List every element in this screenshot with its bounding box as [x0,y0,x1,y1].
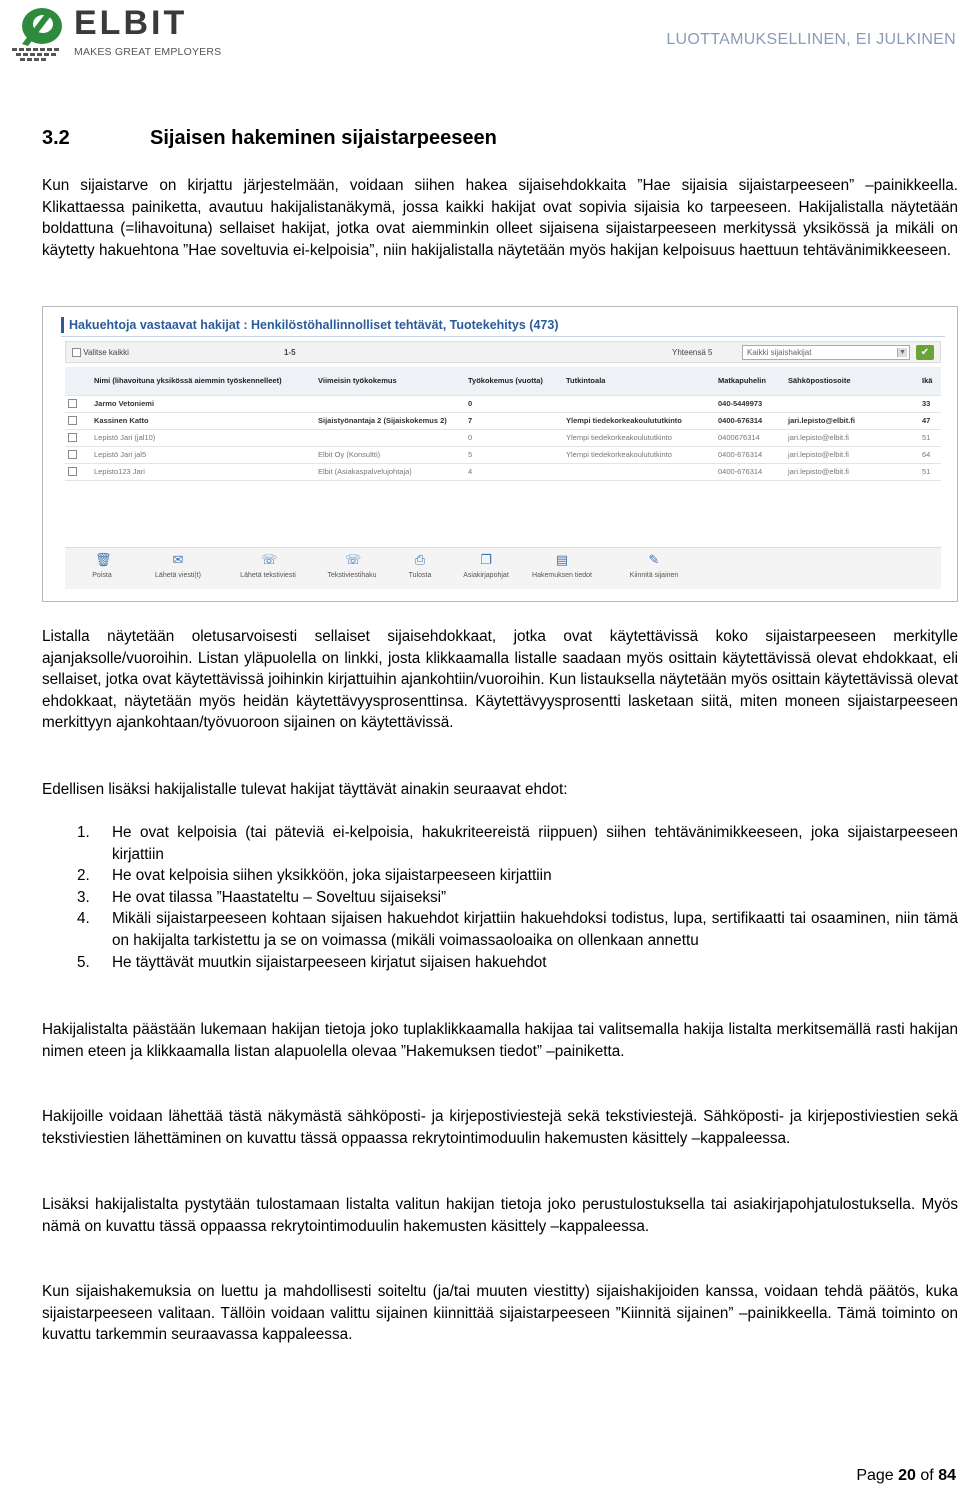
section-heading [42,127,497,150]
table-row[interactable]: Kassinen Katto Sijaistyönantaja 2 (Sijaiskokemus 2) 7 Ylempi tiedekorkeakoulututkinto 0400-676314 jari.lepisto@elbit.fi 47 [65,412,941,429]
application-info-button[interactable]: ▤ Hakemuksen tiedot [532,552,592,579]
paragraph-availability: Listalla näytetään oletusarvoisesti sellaiset sijaisehdokkaat, jotka ovat käytettävissä koko sijaistarpeeseen merkitylle ajanjaksolle/vuoroihin. Listan yläpuolella on linkki, josta klikkaamalla listalle saadaan myös osittain käytettävissä olevat ehdokkaat, eli sellaiset, jotka ovat käytettävissä joihinkin kirjattuihin ajankohtiin/vuoroihin. Kun listauksella näytetään myös osittain käytettävissä olevat ehdokkaat, näytetään myös heidän käytettävyysprosenttinsa. Käytettävyysprosentti lasketaan siitä, miten moneen sijaistarpeeseen merkittyyn ajankohtaan/työvuoroon sijainen on käytettävissä. [42,628,958,732]
sms-icon: ☏ [261,552,278,567]
column-header[interactable]: Ikä [919,367,941,395]
print-icon: ⎙ [414,552,426,567]
section-number: 3.2 [42,127,70,149]
paragraph-conditions-intro: Edellisen lisäksi hakijalistalle tulevat hakijat täyttävät ainakin seuraavat ehdot: [42,781,568,798]
table-row[interactable]: Lepistö Jari (jal10) 0 Ylempi tiedekorkeakoulututkinto 0400676314 jari.lepisto@elbit.fi 51 [65,429,941,446]
screenshot-title: Hakuehtoja vastaavat hakijat : Henkilöstöhallinnolliset tehtävät, Tuotekehitys (473) [61,313,945,337]
select-all-label: Valitse kaikki [83,348,129,357]
application-info-icon: ▤ [555,552,569,567]
pin-icon: ✎ [648,552,660,567]
range-label: 1-5 [284,348,296,357]
pin-substitute-button[interactable]: ✎ Kiinnitä sijainen [629,552,679,579]
table-row[interactable]: Lepisto123 Jari Elbit (Asiakaspalvelujohtaja) 4 0400-676314 jari.lepisto@elbit.fi 51 [65,463,941,480]
table-header-row [65,367,941,395]
trash-icon: 🗑 [95,552,112,567]
print-button[interactable]: ⎙ Tulosta [408,552,432,579]
paragraph-messages: Hakijoille voidaan lähettää tästä näkymästä sähköposti- ja kirjepostiviestejä sekä tekstiviestejä. Sähköposti- ja kirjepostiviestien sekä tekstiviestien lähettäminen on kuvattu tässä oppaassa rekrytointimoduulin hakemusten käsittely –kappaleessa. [42,1108,958,1147]
list-item: 2. He ovat kelpoisia siihen yksikköön, joka sijaistarpeeseen kirjattiin [77,867,552,885]
select-all-checkbox[interactable] [72,348,81,357]
wrench-icon[interactable]: ✔ [916,345,934,360]
column-header[interactable]: Tutkintoala [563,367,715,395]
chevron-down-icon: ▼ [897,348,907,357]
sms-search-button[interactable]: ☏ Tekstiviestihaku [327,552,377,579]
paragraph-read-applicant: Hakijalistalta päästään lukemaan hakijan tietoja joko tuplaklikkaamalla hakijaa tai valitsemalla hakija listalta merkitsemällä rasti hakijan nimen eteen ja klikkaamalla listan alapuolella olevaa ”Hakemuksen tiedot” –painiketta. [42,1021,958,1060]
mail-icon: ✉ [172,552,184,567]
list-item: 1. He ovat kelpoisia (tai päteviä ei-kelpoisia, hakukriteereistä riippuen) siihen tehtävänimikkeeseen, joka sijaistarpeeseen kirjattiin [77,824,958,863]
send-sms-button[interactable]: ☏ Lähetä tekstiviesti [240,552,296,579]
delete-button[interactable]: 🗑 Poista [92,552,112,579]
row-checkbox[interactable] [68,433,77,442]
total-label: Yhteensä 5 [672,348,713,357]
elbit-logo [8,6,223,64]
list-item: 3. He ovat tilassa ”Haastateltu – Soveltuu sijaiseksi” [77,888,447,906]
table-row[interactable]: Lepistö Jari jal5 Elbit Oy (Konsultti) 5 Ylempi tiedekorkeakoulututkinto 0400-676314 jari.lepisto@elbit.fi 64 [65,446,941,463]
document-templates-button[interactable]: ❐ Asiakirjapohjat [463,552,509,579]
column-header[interactable]: Matkapuhelin [715,367,785,395]
column-header[interactable]: Nimi (lihavoituna yksikössä aiemmin työskennelleet) [91,367,315,395]
page-number: Page 20 of 84 [856,1467,956,1484]
table-row[interactable]: Jarmo Vetoniemi 0 040-5449973 33 [65,395,941,412]
send-message-button[interactable]: ✉ Lähetä viesti(t) [155,552,201,579]
applicant-list-screenshot [42,306,958,602]
column-header[interactable]: Työkokemus (vuotta) [465,367,563,395]
list-item: 4. Mikäli sijaistarpeeseen kohtaan sijaisen hakuehdot kirjattiin hakuehdoksi todistus, lupa, sertifikaatti tai osaaminen, niin tämä on hakijalta tarkistettu ja se on voimassa (mikäli voimassaoloaika on ollenkaan annettu [77,910,958,949]
confidentiality-label: LUOTTAMUKSELLINEN, EI JULKINEN [666,31,956,48]
logo-tagline: MAKES GREAT EMPLOYERS [74,46,222,58]
list-top-toolbar [65,341,941,363]
applicant-filter-select[interactable]: Kaikki sijaishakijat ▼ [742,345,910,360]
list-item: 5. He täyttävät muutkin sijaistarpeeseen kirjatut sijaisen hakuehdot [77,953,547,971]
documents-icon: ❐ [480,552,492,567]
paragraph-decision: Kun sijaishakemuksia on luettu ja mahdollisesti soiteltu (ja/tai muuten viestitty) sijaishakijoiden kanssa, voidaan tehdä päätös, kuka sijaistarpeeseen valitaan. Tällöin voidaan valittu sijainen kiinnittää sijaistarpeeseen ”Kiinnitä sijainen” –painikkeella. Tämä toiminto on kuvattu tarkemmin seuraavassa kappaleessa. [42,1283,958,1344]
column-header[interactable]: Viimeisin työkokemus [315,367,465,395]
paragraph-intro: Kun sijaistarve on kirjattu järjestelmään, voidaan siihen hakea sijaisehdokkaita ”Hae sijaisia sijaistarpeeseen” –painikkeella. Klikattaessa painiketta, avautuu hakijalistanäkymä, jossa kaikki hakijat ovat sopivia sijaisia ko tarpeeseen. Hakijalistalla näytetään boldattuna (=lihavoituna) sellaiset hakijat, jotka ovat aiemminkin olleet sijaisena sijaistarpeeseen merkityssä yksikössä ja mikäli on käytetty hakuehtona ”Hae soveltuvia ei-kelpoisia”, niin hakijalistalla näytetään myös hakijan kelpoisuus haettuun tehtävänimikkeeseen. [42,177,958,259]
row-checkbox[interactable] [68,399,77,408]
section-title: Sijaisen hakeminen sijaistarpeeseen [150,127,497,149]
logo-wordmark: ELBIT [74,4,188,42]
conditions-list [42,822,958,973]
column-header[interactable]: Sähköpostiosoite [785,367,919,395]
row-checkbox[interactable] [68,416,77,425]
list-bottom-toolbar [65,547,941,589]
paragraph-printing: Lisäksi hakijalistalta pystytään tulostamaan listalta valitun hakijan tietoja joko perustulostuksella tai asiakirjapohjatulostuksella. Myös nämä on kuvattu tässä oppaassa rekrytointimoduulin hakemusten käsittely –kappaleessa. [42,1196,958,1235]
applicant-table [65,367,941,481]
elbit-logo-icon [8,6,70,62]
sms-search-icon: ☏ [345,552,362,567]
row-checkbox[interactable] [68,450,77,459]
row-checkbox[interactable] [68,467,77,476]
